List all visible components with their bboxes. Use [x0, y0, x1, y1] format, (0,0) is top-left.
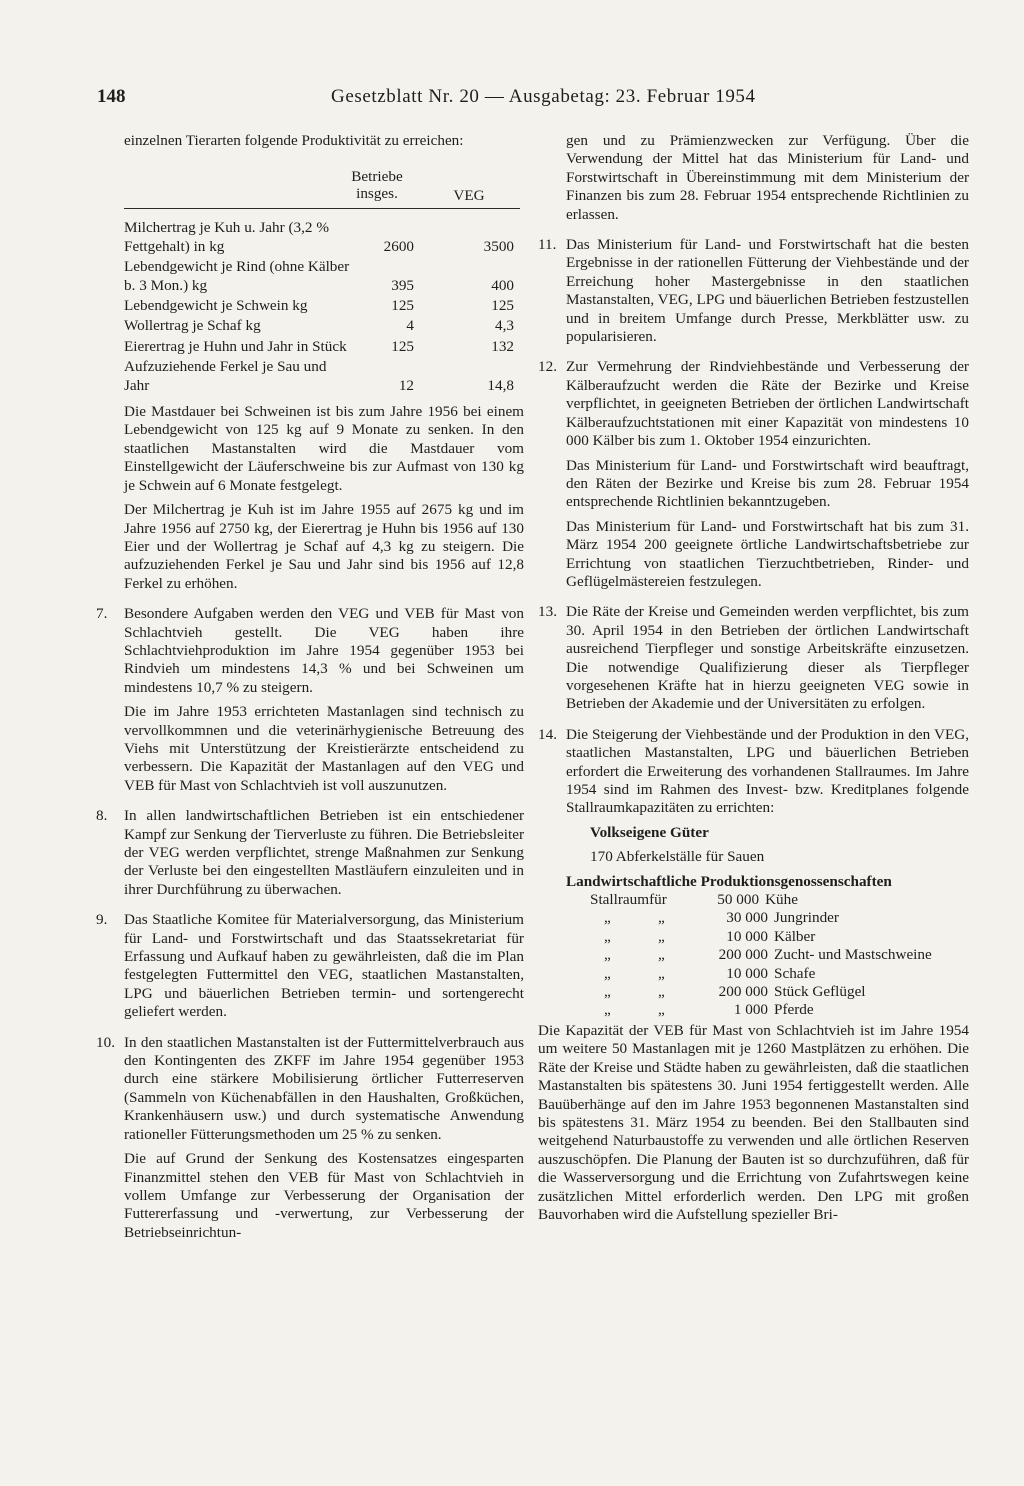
item-paragraph: Die Steigerung der Viehbestände und der Produktion in den VEG, staatlichen Mastanstalten, LPG und bäuerlichen Betrieben erfordert die Erweiterung des vorhandenen Stallraumes. Im Jahre 1954 sind im Rahmen des Invest- bzw. Kreditplanes folgende Stallraumkapazitäten zu errichten:: [566, 725, 969, 817]
item-paragraph: Besondere Aufgaben werden den VEG und VEB für Mast von Schlachtvieh gestellt. Die VEG haben ihre Schlachtviehproduktion im Jahre 1954 gegenüber 1953 bei Rindvieh um mindestens 14,3 % und bei Schweinen um mindestens 10,7 % zu steigern.: [124, 605, 524, 696]
value-betriebe: 12: [398, 376, 414, 394]
ditto-mark: „: [604, 946, 611, 964]
value-betriebe: 4: [406, 317, 414, 335]
capacity-amount: 200 000: [718, 983, 768, 1001]
row-label: Eierertrag je Huhn und Jahr in Stück: [124, 337, 347, 355]
capacity-label: Stallraum: [590, 891, 650, 909]
subheading-lpg: Landwirtschaftliche Produktionsgenossenschaften: [566, 872, 892, 890]
item-number: 10.: [96, 1033, 115, 1051]
intro-text: einzelnen Tierarten folgende Produktivität zu erreichen:: [124, 132, 464, 149]
numbered-item: [538, 236, 969, 346]
veg-capacity-line: 170 Abferkelställe für Sauen: [590, 848, 765, 866]
capacity-type: Jungrinder: [774, 909, 839, 927]
col-header-veg: VEG: [453, 187, 485, 205]
value-betriebe: 2600: [383, 237, 414, 255]
numbered-item: [96, 1034, 524, 1242]
capacity-preposition: für: [649, 891, 667, 909]
ditto-mark: „: [658, 909, 665, 927]
value-veg: 3500: [483, 237, 514, 255]
table-row: [124, 358, 520, 395]
left-column: [96, 132, 524, 1242]
capacity-row: [566, 946, 969, 964]
item-paragraph: Das Ministerium für Land- und Forstwirtschaft hat die besten Ergebnisse in der rationellen Fütterung der Viehbestände und der Erreichung hoher Mastergebnisse in den staatlichen Mastanstalten, VEG, LPG und bäuerlichen Betrieben festzustellen und in breitem Umfange durch Presse, Merkblätter usw. zu popularisieren.: [566, 236, 969, 346]
numbered-item: [96, 911, 524, 1021]
capacity-type: Zucht- und Mastschweine: [774, 946, 932, 964]
value-betriebe: 125: [391, 337, 414, 355]
item-number: 11.: [538, 236, 557, 254]
ditto-mark: „: [658, 964, 665, 982]
right-column: [538, 132, 969, 1224]
numbered-item: [538, 358, 969, 591]
paragraph-milchertrag: Der Milchertrag je Kuh ist im Jahre 1955 auf 2675 kg und im Jahre 1956 auf 2750 kg, der Eierertrag je Huhn bis 1956 auf 130 Eier und der Wollertrag je Schaf auf 4,3 kg zu steigern. Die aufzuziehenden Ferkel je Sau und Jahr sind bis 1956 auf 12,8 Ferkel zu erhöhen.: [124, 501, 524, 592]
productivity-table: [124, 168, 520, 395]
table-row: [124, 258, 520, 295]
ditto-mark: „: [604, 909, 611, 927]
paragraph-mastdauer: Die Mastdauer bei Schweinen ist bis zum Jahre 1956 bei einem Lebendgewicht von 125 kg auf 9 Monate zu senken. In den staatlichen Mastanstalten wird die Mastdauer vom Einstellgewicht der Läuferschweine bis zur Aufmast von 130 kg je Schwein auf 6 Monate festgelegt.: [124, 403, 524, 494]
item-body: [124, 1034, 524, 1242]
item-number: 13.: [538, 603, 557, 621]
running-title: Gesetzblatt Nr. 20 — Ausgabetag: 23. Februar 1954: [331, 86, 756, 107]
value-veg: 400: [491, 276, 514, 294]
ditto-mark: „: [604, 1001, 611, 1019]
item-number: 12.: [538, 358, 557, 376]
item-body: [566, 726, 969, 1020]
item-body: [124, 911, 524, 1021]
capacity-amount: 10 000: [726, 964, 768, 982]
ditto-mark: „: [658, 946, 665, 964]
numbered-item: [538, 603, 969, 713]
capacity-row: [566, 891, 969, 909]
numbered-item: [96, 807, 524, 899]
capacity-type: Kälber: [774, 927, 816, 945]
table-body: [124, 209, 520, 395]
row-label: Milchertrag je Kuh u. Jahr (3,2 % Fettgehalt) in kg: [124, 219, 329, 255]
page-header: [97, 86, 757, 116]
capacity-row: [566, 928, 969, 946]
table-row: [124, 297, 520, 315]
value-betriebe: 125: [391, 297, 414, 315]
table-row: [124, 219, 520, 256]
value-veg: 4,3: [495, 317, 514, 335]
item-paragraph: Die im Jahre 1953 errichteten Mastanlagen sind technisch zu vervollkommnen und die veterinärhygienische Betreuung des Viehs mit Unterstützung der Kreistierärzte entscheidend zu verbessern. Die Kapazität der Mastanlagen auf den VEG und VEB für Mast von Schlachtvieh ist voll auszunutzen.: [124, 703, 524, 794]
capacity-type: Pferde: [774, 1001, 814, 1019]
ditto-mark: „: [604, 927, 611, 945]
row-label: Lebendgewicht je Schwein kg: [124, 297, 308, 315]
value-veg: 132: [491, 337, 514, 355]
ditto-mark: „: [604, 983, 611, 1001]
numbered-item: [538, 726, 969, 1020]
capacity-amount: 30 000: [726, 909, 768, 927]
row-label: Lebendgewicht je Rind (ohne Kälber b. 3 Mon.) kg: [124, 258, 350, 294]
capacity-amount: 1 000: [733, 1001, 768, 1019]
capacity-row: [566, 983, 969, 1001]
value-betriebe: 395: [391, 276, 414, 294]
table-header: [124, 168, 520, 209]
row-label: Aufzuziehende Ferkel je Sau und Jahr: [124, 358, 327, 394]
item-number: 9.: [96, 911, 108, 929]
table-row: [124, 338, 520, 356]
capacity-type: Kühe: [765, 891, 798, 909]
item-body: [566, 236, 969, 346]
item-paragraph: In allen landwirtschaftlichen Betrieben ist ein entschiedener Kampf zur Senkung der Tierverluste zu führen. Die Betriebsleiter der VEG werden verpflichtet, strenge Maßnahmen zur Senkung der Verluste bei den eingestellten Mastläufern einzuleiten und in ihrer Durchführung zu überwachen.: [124, 807, 524, 898]
capacity-amount: 200 000: [718, 946, 768, 964]
item-paragraph: Das Ministerium für Land- und Forstwirtschaft hat bis zum 31. März 1954 200 geeignete örtliche Landwirtschaftsbetriebe zur Errichtung von staatlichen Tierzuchtbetrieben, Rinder- und Geflügelmästereien festzulegen.: [566, 517, 969, 590]
numbered-item: [96, 605, 524, 795]
item-body: [566, 603, 969, 713]
item-paragraph: Die Räte der Kreise und Gemeinden werden verpflichtet, bis zum 30. April 1954 in den Betrieben der örtlichen Landwirtschaft ausreichend Tierpfleger und sonstige Arbeitskräfte einzusetzen. Die notwendige Qualifizierung dieser als Tierpfleger vorgesehenen Kräfte hat in hierzu geeigneten VEG sowie in Betrieben der Akademie und der Universitäten zu erfolgen.: [566, 603, 969, 713]
capacity-amount: 10 000: [726, 927, 768, 945]
item-paragraph: Das Staatliche Komitee für Materialversorgung, das Ministerium für Land- und Forstwirtschaft und das Staatssekretariat für Erfassung und Aufkauf haben zu gewährleisten, daß die im Plan festgelegten Futtermittel den VEG, staatlichen Mastanstalten, LPG und bäuerlichen Betrieben termin- und sortengerecht geliefert werden.: [124, 911, 524, 1021]
value-veg: 125: [491, 297, 514, 315]
numbered-items-right: [538, 236, 969, 714]
capacity-list: [566, 891, 969, 1020]
continued-paragraph: gen und zu Prämienzwecken zur Verfügung. Über die Verwendung der Mittel hat das Ministerium für Land- und Forstwirtschaft in Übereinstimmung mit dem Ministerium der Finanzen bis zum 28. Februar 1954 entsprechende Richtlinien zu erlassen.: [566, 132, 969, 223]
item-paragraph: In den staatlichen Mastanstalten ist der Futtermittelverbrauch aus den Kontingenten des ZKFF im Jahre 1954 gegenüber 1953 durch eine stärkere Mobilisierung örtlicher Futterreserven (Sammeln von Küchenabfällen in den Haushalten, Großküchen, Krankenhäusern usw.) und durch systematische Anwendung rationeller Fütterungsmethoden um 25 % zu senken.: [124, 1033, 524, 1143]
ditto-mark: „: [658, 927, 665, 945]
ditto-mark: „: [658, 983, 665, 1001]
item-body: [124, 807, 524, 899]
item-body: [566, 358, 969, 591]
item-number: 7.: [96, 605, 108, 623]
item-number: 14.: [538, 725, 557, 743]
table-row: [124, 317, 520, 335]
page-number: 148: [97, 86, 126, 107]
ditto-mark: „: [658, 1001, 665, 1019]
capacity-type: Stück Geflügel: [774, 983, 866, 1001]
col-header-betriebe: Betriebe insges.: [351, 168, 403, 203]
item-body: [124, 605, 524, 795]
capacity-type: Schafe: [774, 964, 816, 982]
capacity-amount: 50 000: [717, 891, 760, 909]
item-paragraph: Das Ministerium für Land- und Forstwirtschaft wird beauftragt, den Räten der Bezirke und Kreise bis zum 28. Februar 1954 entsprechende Richtlinien bekanntzugeben.: [566, 456, 969, 511]
numbered-items-left: [96, 605, 524, 1242]
capacity-row: [566, 965, 969, 983]
item-paragraph: Zur Vermehrung der Rindviehbestände und Verbesserung der Kälberaufzucht werden die Räte der Bezirke und Kreise verpflichtet, in geeigneten Betrieben der örtlichen Landwirtschaft Kälberaufzuchtstationen mit einer Kapazität von mindestens 10 000 Kälber bis zum 1. Oktober 1954 einzurichten.: [566, 358, 969, 450]
capacity-row: [566, 909, 969, 927]
item-paragraph: Die auf Grund der Senkung des Kostensatzes eingesparten Finanzmittel stehen den VEB für Mast von Schlachtvieh in vollem Umfange zur Verbesserung der Organisation der Futtererfassung und -verwertung, zur Verbesserung der Betriebseinrichtun-: [124, 1150, 524, 1241]
closing-paragraph: Die Kapazität der VEB für Mast von Schlachtvieh ist im Jahre 1954 um weitere 50 Mastanlagen mit je 1260 Mastplätzen zu erhöhen. Die Räte der Kreise und Städte haben zu gewährleisten, daß die staatlichen Mastanstalten bis spätestens 30. Juni 1954 fertiggestellt werden. Alle Bauüberhänge auf den im Jahre 1953 begonnenen Mastanstalten sind bis spätestens 31. März 1954 zu beenden. Bei den Stallbauten sind weitgehend Naturbaustoffe zu verwenden und alle örtlichen Reserven auszuschöpfen. Die Planung der Bauten ist so durchzuführen, daß für die Wasserversorgung und die Errichtung von Zufahrtswegen keine zusätzlichen Mittel erforderlich werden. Den LPG mit großen Bauvorhaben wird die Aufstellung spezieller Bri-: [538, 1021, 969, 1223]
ditto-mark: „: [604, 964, 611, 982]
capacity-row: [566, 1001, 969, 1019]
subheading-veg: Volkseigene Güter: [590, 823, 709, 841]
value-veg: 14,8: [487, 376, 514, 394]
item-number: 8.: [96, 807, 108, 825]
row-label: Wollertrag je Schaf kg: [124, 317, 261, 335]
